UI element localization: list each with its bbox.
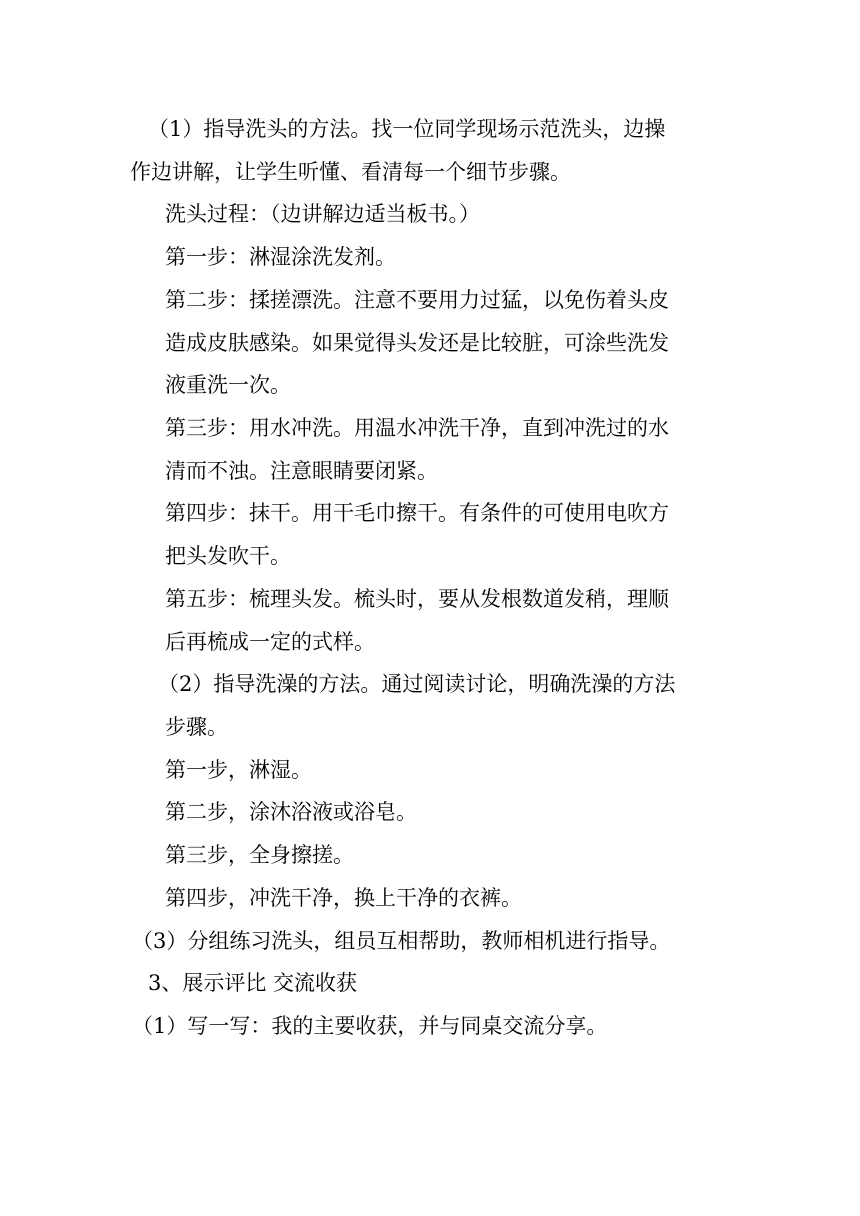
text-line: 把头发吹干。	[165, 544, 291, 568]
text-line: 第四步，冲洗干净，换上干净的衣裤。	[165, 886, 522, 910]
text-line: 液重洗一次。	[165, 373, 291, 397]
text-line: 3、展示评比 交流收获	[148, 971, 358, 995]
text-line: 第三步，全身擦搓。	[165, 843, 354, 867]
text-line: 清而不浊。注意眼睛要闭紧。	[165, 459, 438, 483]
text-line: 造成皮肤感染。如果觉得头发还是比较脏，可涂些洗发	[165, 331, 669, 355]
text-line: 第四步：抹干。用干毛巾擦干。有条件的可使用电吹方	[165, 501, 669, 525]
text-line: （2）指导洗澡的方法。通过阅读讨论，明确洗澡的方法	[158, 672, 676, 696]
text-line: 洗头过程：（边讲解边适当板书。）	[165, 202, 480, 226]
text-line: 第一步，淋湿。	[165, 758, 312, 782]
text-line: 第二步：揉搓漂洗。注意不要用力过猛，以免伤着头皮	[165, 288, 669, 312]
text-line: 作边讲解，让学生听懂、看清每一个细节步骤。	[130, 160, 571, 184]
text-line: （3）分组练习洗头，组员互相帮助，教师相机进行指导。	[132, 929, 671, 953]
text-line: 步骤。	[165, 715, 228, 739]
text-line: 后再梳成一定的式样。	[165, 630, 375, 654]
text-line: 第二步，涂沐浴液或浴皂。	[165, 800, 417, 824]
text-line: （1）指导洗头的方法。找一位同学现场示范洗头，边操	[148, 117, 666, 141]
text-line: （1）写一写：我的主要收获，并与同桌交流分享。	[132, 1014, 608, 1038]
text-line: 第三步：用水冲洗。用温水冲洗干净，直到冲洗过的水	[165, 416, 669, 440]
text-line: 第五步：梳理头发。梳头时，要从发根数道发稍，理顺	[165, 587, 669, 611]
text-line: 第一步：淋湿涂洗发剂。	[165, 245, 396, 269]
